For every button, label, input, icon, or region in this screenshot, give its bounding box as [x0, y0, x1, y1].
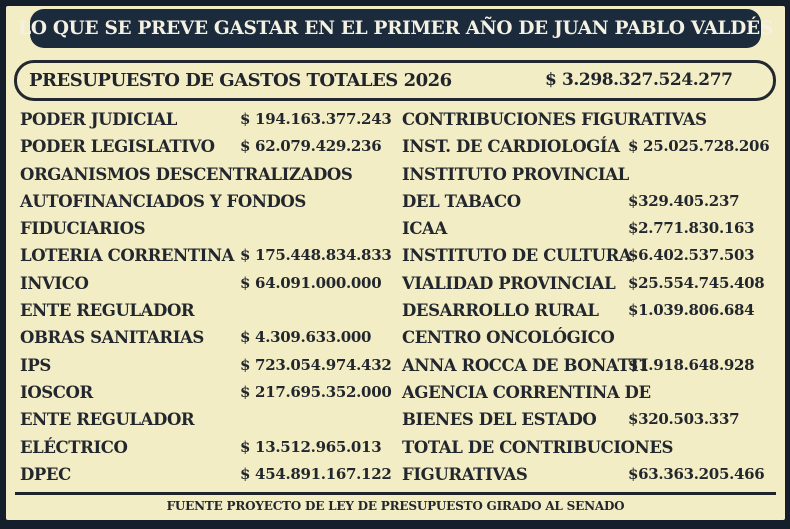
table-row — [20, 188, 780, 215]
budget-item-label: VIALIDAD PROVINCIAL — [402, 273, 616, 293]
budget-item-label: CENTRO ONCOLÓGICO — [402, 328, 615, 348]
budget-item-label: OBRAS SANITARIAS — [20, 328, 204, 348]
budget-item-value: $ 217.695.352.000 — [240, 382, 392, 401]
table-row — [20, 406, 780, 433]
budget-item-label: DESARROLLO RURAL — [402, 301, 599, 321]
table-row — [20, 106, 780, 133]
budget-item-label: IPS — [20, 355, 51, 375]
budget-item-value: $329.405.237 — [628, 191, 740, 210]
table-row-right — [402, 133, 780, 160]
table-row-right — [402, 406, 780, 433]
table-row — [20, 133, 780, 160]
table-row-left — [20, 379, 402, 406]
table-row — [20, 161, 780, 188]
table-row-right — [402, 106, 780, 133]
budget-item-value: $2.771.830.163 — [628, 219, 755, 238]
table-row-left — [20, 242, 402, 269]
content-panel — [6, 6, 785, 520]
budget-item-value: $63.363.205.466 — [628, 464, 765, 483]
table-row-left — [20, 461, 402, 488]
table-row — [20, 324, 780, 351]
budget-item-label: ELÉCTRICO — [20, 437, 128, 457]
budget-item-label: FIDUCIARIOS — [20, 219, 146, 239]
table-row — [20, 270, 780, 297]
budget-item-value: $ 194.163.377.243 — [240, 110, 392, 128]
table-row-right — [402, 161, 780, 188]
total-budget-value: $ 3.298.327.524.277 — [545, 70, 733, 90]
table-row-right — [402, 297, 780, 324]
table-row-right — [402, 324, 780, 351]
budget-item-label: TOTAL DE CONTRIBUCIONES — [402, 437, 674, 457]
table-row-left — [20, 106, 402, 133]
budget-item-value: $ 175.448.834.833 — [240, 246, 392, 265]
table-row-left — [20, 352, 402, 379]
budget-item-label: PODER JUDICIAL — [20, 110, 177, 129]
table-row — [20, 242, 780, 269]
budget-item-label: PODER LEGISLATIVO — [20, 137, 215, 157]
budget-item-value: $25.554.745.408 — [628, 273, 765, 292]
budget-item-label: ENTE REGULADOR — [20, 301, 195, 321]
budget-item-value: $1.039.806.684 — [628, 301, 755, 320]
budget-item-value: $ 723.054.974.432 — [240, 355, 392, 374]
table-row-left — [20, 133, 402, 160]
budget-item-value: $6.402.537.503 — [628, 246, 755, 265]
table-row-right — [402, 215, 780, 242]
budget-item-label: ENTE REGULADOR — [20, 410, 195, 430]
table-row-right — [402, 352, 780, 379]
page-title: LO QUE SE PREVE GASTAR EN EL PRIMER AÑO DE JUAN PABLO VALDÉS — [18, 18, 773, 39]
table-row-left — [20, 297, 402, 324]
budget-item-label: DPEC — [20, 464, 71, 484]
budget-item-value: $ 13.512.965.013 — [240, 437, 382, 456]
table-row-left — [20, 270, 402, 297]
title-bar — [18, 9, 773, 48]
budget-item-value: $ 454.891.167.122 — [240, 464, 392, 483]
table-row-left — [20, 434, 402, 461]
budget-item-value: $ 62.079.429.236 — [240, 137, 382, 156]
table-row-right — [402, 379, 780, 406]
budget-item-label: INVICO — [20, 273, 89, 293]
table-row-left — [20, 161, 402, 188]
table-row — [20, 352, 780, 379]
budget-table — [20, 106, 780, 488]
budget-item-value: $1.918.648.928 — [628, 355, 755, 374]
total-budget-pill — [14, 60, 776, 101]
table-row-right — [402, 434, 780, 461]
budget-item-label: INSTITUTO DE CULTURA — [402, 246, 632, 266]
table-row — [20, 215, 780, 242]
table-row-left — [20, 215, 402, 242]
table-row — [20, 379, 780, 406]
budget-item-label: FIGURATIVAS — [402, 464, 528, 484]
budget-item-label: CONTRIBUCIONES FIGURATIVAS — [402, 110, 707, 129]
table-row-left — [20, 188, 402, 215]
table-row — [20, 461, 780, 488]
total-budget-label: PRESUPUESTO DE GASTOS TOTALES 2026 — [29, 70, 452, 91]
budget-item-label: ORGANISMOS DESCENTRALIZADOS — [20, 164, 353, 184]
budget-item-label: LOTERIA CORRENTINA — [20, 246, 235, 266]
budget-item-label: DEL TABACO — [402, 191, 521, 211]
table-row-right — [402, 270, 780, 297]
table-row-left — [20, 406, 402, 433]
table-row-right — [402, 242, 780, 269]
table-row — [20, 297, 780, 324]
budget-item-label: AGENCIA CORRENTINA DE — [402, 382, 651, 402]
source-note: FUENTE PROYECTO DE LEY DE PRESUPUESTO GIRADO AL SENADO — [166, 499, 625, 513]
budget-item-label: INST. DE CARDIOLOGÍA — [402, 137, 620, 157]
budget-item-value: $320.503.337 — [628, 410, 740, 429]
budget-item-label: IOSCOR — [20, 382, 93, 402]
budget-item-value: $ 64.091.000.000 — [240, 273, 382, 292]
budget-item-label: AUTOFINANCIADOS Y FONDOS — [20, 191, 306, 211]
table-row-right — [402, 461, 780, 488]
budget-item-value: $ 25.025.728.206 — [628, 137, 770, 156]
footer-divider — [15, 492, 776, 495]
budget-item-label: BIENES DEL ESTADO — [402, 410, 597, 430]
budget-item-label: ICAA — [402, 219, 447, 239]
budget-item-value: $ 4.309.633.000 — [240, 328, 372, 347]
table-row — [20, 434, 780, 461]
table-row-right — [402, 188, 780, 215]
table-row-left — [20, 324, 402, 351]
budget-item-label: ANNA ROCCA DE BONATTI — [402, 355, 648, 375]
budget-item-label: INSTITUTO PROVINCIAL — [402, 164, 629, 184]
